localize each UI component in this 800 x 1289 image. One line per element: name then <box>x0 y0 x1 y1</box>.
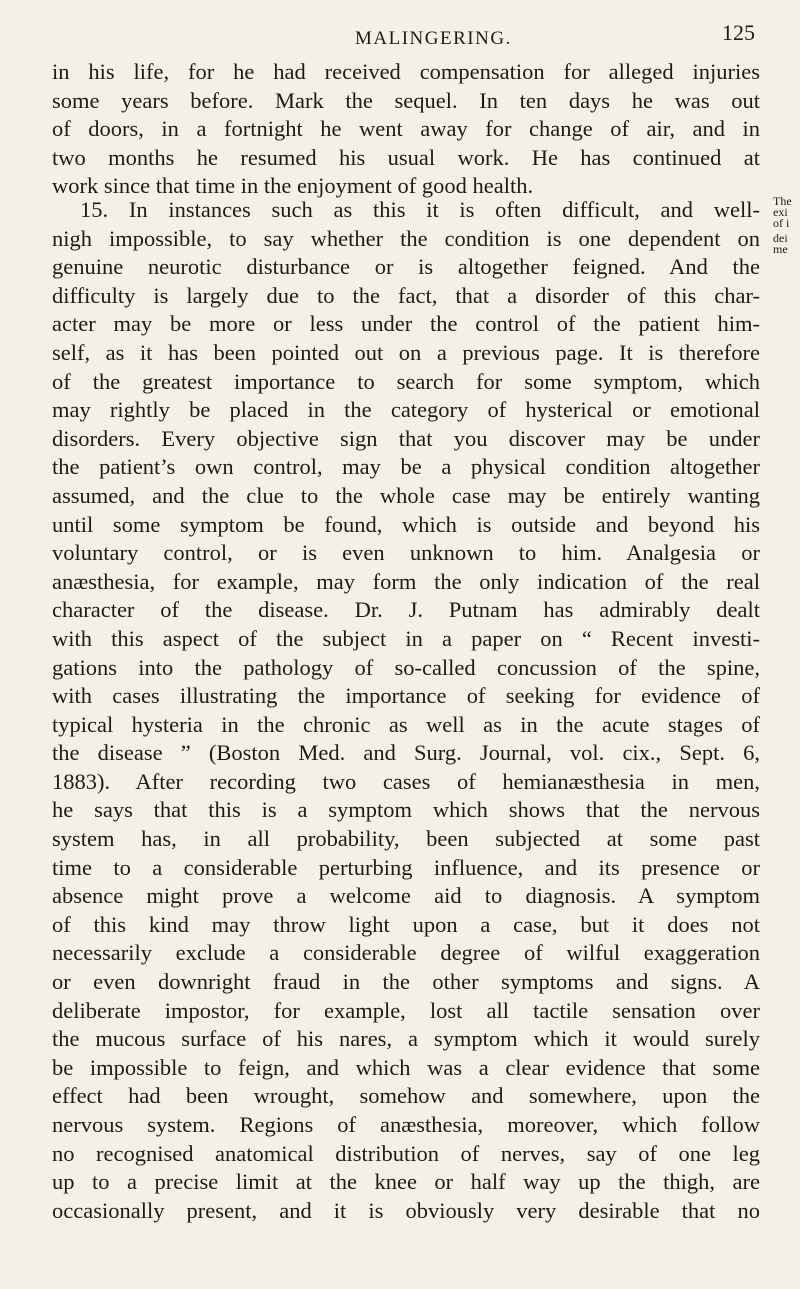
text-line: or even downright fraud in the other symptoms and signs. A <box>52 969 760 995</box>
text-line: be impossible to feign, and which was a clear evidence that some <box>52 1054 760 1080</box>
text-line: until some symptom be found, which is outside and beyond his <box>52 511 760 537</box>
margin-note-line: The <box>773 196 792 208</box>
margin-note <box>773 196 800 255</box>
margin-note-line: dei <box>773 231 788 245</box>
text-line: character of the disease. Dr. J. Putnam has admirably dealt <box>52 597 760 623</box>
paragraph-continued <box>52 58 760 201</box>
text-line: absence might prove a welcome aid to diagnosis. A symptom <box>52 883 760 909</box>
text-line: difficulty is largely due to the fact, that a disorder of this char- <box>52 282 760 308</box>
running-head: MALINGERING. <box>355 28 512 49</box>
text-line: disorders. Every objective sign that you discover may be under <box>52 425 760 451</box>
page-number: 125 <box>722 20 755 45</box>
text-line: he says that this is a symptom which shows that the nervous <box>52 797 760 823</box>
text-line: anæsthesia, for example, may form the only indication of the real <box>52 568 760 594</box>
text-line: may rightly be placed in the category of hysterical or emotional <box>52 397 760 423</box>
text-line: genuine neurotic disturbance or is altogether feigned. And the <box>52 254 760 280</box>
text-line: system has, in all probability, been subjected at some past <box>52 826 760 852</box>
text-line: the disease ” (Boston Med. and Surg. Journal, vol. cix., Sept. 6, <box>52 740 760 766</box>
text-line: necessarily exclude a considerable degree of wilful exaggeration <box>52 940 760 966</box>
margin-note-line: exi <box>773 205 788 219</box>
text-line: of this kind may throw light upon a case, but it does not <box>52 911 760 937</box>
text-line: the mucous surface of his nares, a symptom which it would surely <box>52 1026 760 1052</box>
text-line: of the greatest importance to search for some symptom, which <box>52 368 760 394</box>
text-line: acter may be more or less under the control of the patient him- <box>52 311 760 337</box>
text-line: no recognised anatomical distribution of nerves, say of one leg <box>52 1140 760 1166</box>
text-line: assumed, and the clue to the whole case may be entirely wanting <box>52 482 760 508</box>
text-line: up to a precise limit at the knee or half way up the thigh, are <box>52 1169 760 1195</box>
text-line: nigh impossible, to say whether the condition is one dependent on <box>52 225 760 251</box>
text-line: time to a considerable perturbing influence, and its presence or <box>52 854 760 880</box>
paragraph-15 <box>52 196 760 1225</box>
text-line: with cases illustrating the importance of seeking for evidence of <box>52 683 760 709</box>
text-line: nervous system. Regions of anæsthesia, moreover, which follow <box>52 1112 760 1137</box>
text-line: work since that time in the enjoyment of good health. <box>52 173 534 199</box>
text-line: of doors, in a fortnight he went away for change of air, and in <box>52 116 760 142</box>
text-line: two months he resumed his usual work. He has continued at <box>52 144 760 170</box>
text-line: gations into the pathology of so-called concussion of the spine, <box>52 654 760 680</box>
margin-note-line: me <box>773 242 788 255</box>
text-line: voluntary control, or is even unknown to him. Analgesia or <box>52 540 760 566</box>
text-line: with this aspect of the subject in a paper on “ Recent investi- <box>52 625 760 651</box>
text-line: effect had been wrought, somehow and somewhere, upon the <box>52 1083 760 1109</box>
text-line: 15. In instances such as this it is often difficult, and well- <box>80 197 760 222</box>
text-line: some years before. Mark the sequel. In ten days he was out <box>52 87 760 113</box>
text-line: 1883). After recording two cases of hemianæsthesia in men, <box>52 768 760 794</box>
text-line: typical hysteria in the chronic as well as in the acute stages of <box>52 711 760 737</box>
text-line: occasionally present, and it is obviously very desirable that no <box>52 1197 760 1223</box>
text-line: self, as it has been pointed out on a previous page. It is therefore <box>52 339 760 365</box>
margin-note-line: of i <box>773 216 790 230</box>
text-line: deliberate impostor, for example, lost all tactile sensation over <box>52 997 760 1023</box>
text-line: the patient’s own control, may be a physical condition altogether <box>52 454 760 480</box>
text-line: in his life, for he had received compensation for alleged injuries <box>52 59 760 84</box>
